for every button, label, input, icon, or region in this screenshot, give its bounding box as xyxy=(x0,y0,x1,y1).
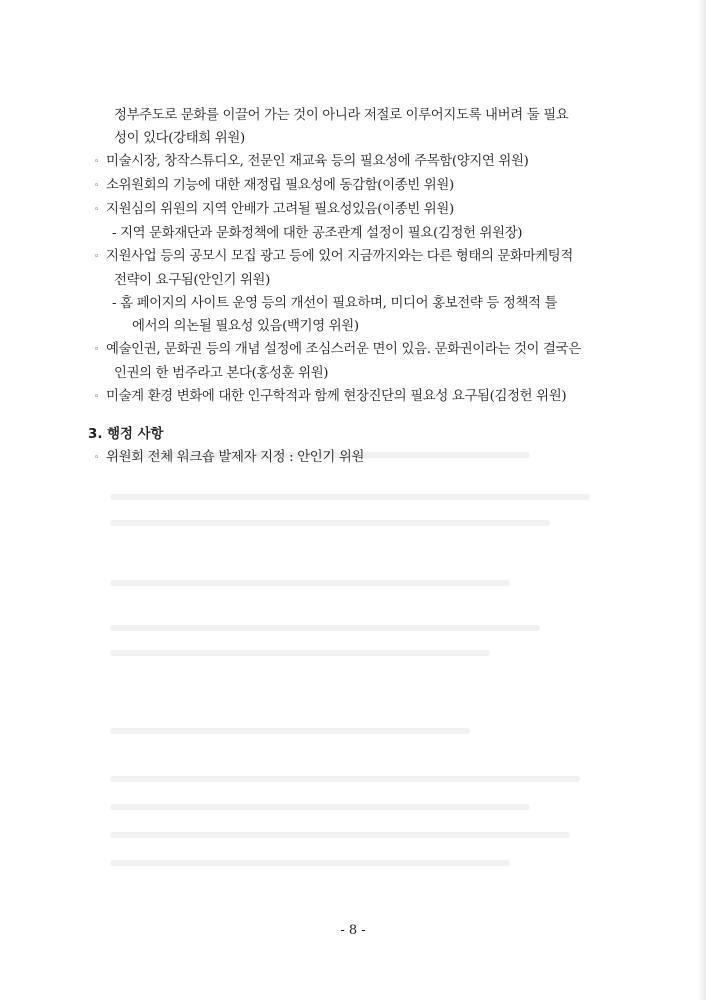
bleed-through-mark xyxy=(110,494,590,500)
bleed-through-mark xyxy=(110,650,490,656)
bullet-text: 소위원회의 기능에 대한 재정립 필요성에 동감함(이종빈 위원) xyxy=(106,178,454,193)
section-heading: 3. 행정 사항 xyxy=(88,427,164,442)
bleed-through-mark xyxy=(110,728,470,734)
bullet-text: 예술인권, 문화권 등의 개념 설정에 조심스러운 면이 있음. 문화권이라는 것이 결국은 xyxy=(106,342,581,357)
sub-item: - 지역 문화재단과 문화정책에 대한 공조관계 설정이 필요(김정헌 위원장) xyxy=(112,226,523,241)
bleed-through-mark xyxy=(110,832,570,838)
bullet-item xyxy=(90,446,650,470)
bullet-item xyxy=(90,150,650,174)
continuation-line: 정부주도로 문화를 이끌어 가는 것이 아니라 저절로 이루어지도록 내버려 둘 필요 xyxy=(114,108,569,123)
bullet-icon: ◦ xyxy=(94,205,99,215)
bleed-through-mark xyxy=(110,776,580,782)
bullet-text: 지원심의 위원의 지역 안배가 고려될 필요성있음(이종빈 위원) xyxy=(106,202,454,217)
bullet-text: 미술계 환경 변화에 대한 인구학적과 함께 현장진단의 필요성 요구됨(김정헌 위원) xyxy=(106,389,567,404)
continuation-line: 성이 있다(강태희 위원) xyxy=(114,131,245,146)
bleed-through-mark xyxy=(110,804,530,810)
bullet-item xyxy=(90,385,650,409)
page-number: - 8 - xyxy=(340,923,366,938)
bullet-item xyxy=(90,174,650,198)
bullet-icon: ◦ xyxy=(94,345,99,355)
bullet-icon: ◦ xyxy=(94,157,99,167)
continuation-line: 에서의 의논될 필요성 있음(백기영 위원) xyxy=(132,319,359,334)
bullet-item xyxy=(90,198,650,222)
bullet-item xyxy=(90,338,650,362)
document-body xyxy=(90,104,650,470)
bullet-item xyxy=(90,245,650,269)
continuation-line: 전략이 요구됨(안인기 위원) xyxy=(114,273,270,288)
bullet-text: 지원사업 등의 공모시 모집 광고 등에 있어 지금까지와는 다른 형태의 문화마케팅적 xyxy=(106,249,573,264)
bullet-icon: ◦ xyxy=(94,181,99,191)
bleed-through-mark xyxy=(110,625,540,631)
bullet-icon: ◦ xyxy=(94,392,99,402)
bullet-text: 미술시장, 창작스튜디오, 전문인 재교육 등의 필요성에 주목함(양지연 위원) xyxy=(106,154,529,169)
bleed-through-mark xyxy=(110,580,510,586)
continuation-line: 인권의 한 범주라고 본다(홍성훈 위원) xyxy=(114,366,329,381)
bleed-through-mark xyxy=(110,520,550,526)
bullet-icon: ◦ xyxy=(94,453,99,463)
bullet-icon: ◦ xyxy=(94,252,99,262)
sub-item: - 홈 페이지의 사이트 운영 등의 개선이 필요하며, 미디어 홍보전략 등 정책적 틀 xyxy=(112,296,558,311)
bleed-through-mark xyxy=(110,860,510,866)
page-edge-shadow xyxy=(698,0,706,1000)
bullet-text: 위원회 전체 워크숍 발제자 지정 : 안인기 위원 xyxy=(106,450,365,465)
